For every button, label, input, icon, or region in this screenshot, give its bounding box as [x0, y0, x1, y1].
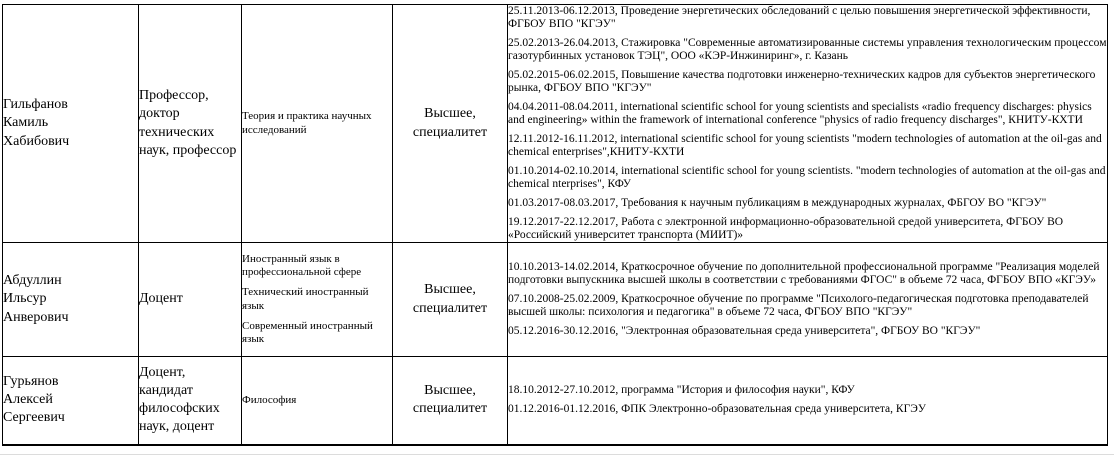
faculty-name: Гильфанов Камиль Хабибович [3, 96, 70, 149]
training-entry: 01.03.2017-08.03.2017, Требования к научным публикациям в международных журналах, ФБГОУ ВО "КГЭУ" [508, 196, 1047, 209]
training-entry: 19.12.2017-22.12.2017, Работа с электронной информационно-образовательной средой университета, ФГБОУ ВО «Российский университет транспорта (МИИТ)» [508, 215, 1064, 241]
education-cell [393, 357, 508, 445]
training-entry: 05.02.2015-06.02.2015, Повышение качества подготовки инженерно-технических кадров для субъектов энергетического рынка, ФГБОУ ВПО "КГЭУ" [508, 69, 1096, 95]
faculty-name: Абдуллин Ильсур Анверович [3, 272, 69, 325]
faculty-row [3, 243, 1108, 357]
education-level: Высшее, специалитет [412, 106, 488, 140]
faculty-row [3, 5, 1108, 243]
faculty-position: Доцент [139, 291, 183, 307]
name-cell [3, 5, 139, 243]
faculty-name: Гурьянов Алексей Сергеевич [3, 373, 65, 426]
training-entry: 01.10.2014-02.10.2014, international scientific school for young scientists. "modern technologies of automation at the oil-gas and chemical nterprises", КФУ [508, 164, 1106, 190]
training-entry: 05.12.2016-30.12.2016, "Электронная образовательная среда университета", ФГБОУ ВО "КГЭУ" [508, 324, 981, 337]
education-cell [393, 5, 508, 243]
faculty-table [2, 4, 1108, 446]
position-cell [139, 357, 242, 445]
faculty-row [3, 357, 1108, 445]
subject-item: Философия [242, 393, 297, 406]
name-cell [3, 243, 139, 357]
page-edge-line [0, 454, 1114, 455]
education-level: Высшее, специалитет [412, 383, 488, 417]
subjects-cell [242, 5, 393, 243]
subject-item: Иностранный язык в профессиональной сфере [242, 252, 362, 279]
subjects-cell [242, 357, 393, 445]
position-cell [139, 5, 242, 243]
trainings-cell [508, 5, 1108, 243]
training-entry: 10.10.2013-14.02.2014, Краткосрочное обучение по дополнительной профессиональной программе "Реализация моделей подготовки выпускника высшей школы в соответствии с требованиями ФГОС" в объеме 72 часа, ФГБОУ ВПО «КГЭУ» [508, 261, 1100, 287]
faculty-position: Доцент, кандидат философских наук, доцент [139, 364, 220, 435]
position-cell [139, 243, 242, 357]
education-level: Высшее, специалитет [412, 282, 488, 316]
subjects-cell [242, 243, 393, 357]
education-cell [393, 243, 508, 357]
training-entry: 25.11.2013-06.12.2013, Проведение энергетических обследований с целью повышения энергетической эффективности, ФГБОУ ВПО "КГЭУ" [508, 5, 1091, 31]
training-entry: 12.11.2012-16.11.2012, international scientific school for young scientists "modern technologies of automation at the oil-gas and chemical enterprises",КНИТУ-КХТИ [508, 132, 1102, 158]
faculty-position: Профессор, доктор технических наук, профессор [139, 88, 237, 158]
subject-item: Современный иностранный язык [242, 319, 373, 345]
training-entry: 07.10.2008-25.02.2009, Краткосрочное обучение по программе "Психолого-педагогическая подготовка преподавателей высшей школы: психология и педагогика" в объеме 72 часа, ФГБОУ ВПО "КГЭУ" [508, 293, 1089, 318]
training-entry: 18.10.2012-27.10.2012, программа "История и философия науки", КФУ [508, 384, 855, 397]
trainings-cell [508, 243, 1108, 357]
name-cell [3, 357, 139, 445]
trainings-cell [508, 357, 1108, 445]
training-entry: 25.02.2013-26.04.2013, Стажировка "Современные автоматизированные системы управления технологическим процессом газотурбинных установок ТЭЦ", ООО «КЭР-Инжиниринг», г. Казань [508, 37, 1107, 63]
training-entry: 01.12.2016-01.12.2016, ФПК Электронно-образовательная среда университета, КГЭУ [508, 403, 926, 416]
subject-item: Технический иностранный язык [242, 286, 369, 312]
training-entry: 04.04.2011-08.04.2011, international scientific school for young scientists and specialists «radio frequency discharges: physics and engineering» within the framework of international conference "physics of radio frequency discharges", КНИТУ-КХТИ [508, 101, 1092, 126]
subject-item: Теория и практика научных исследований [242, 110, 372, 136]
